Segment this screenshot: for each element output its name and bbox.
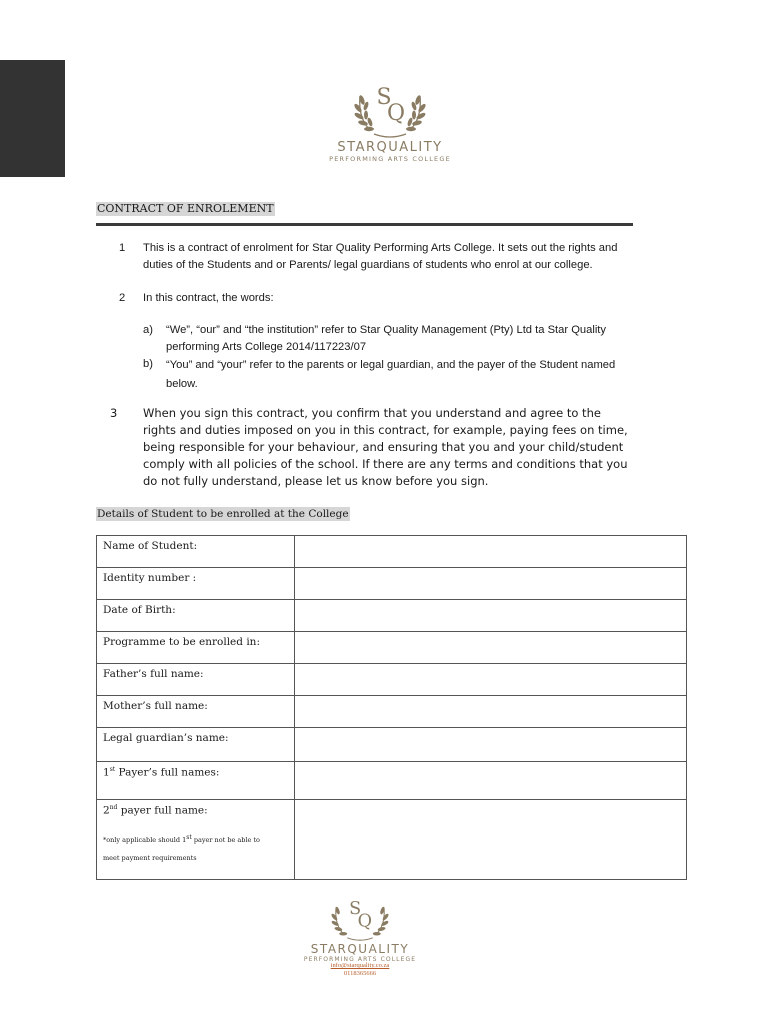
field-label: Name of Student: — [97, 536, 295, 568]
subclause-label: b) — [143, 358, 153, 370]
ordinal-number: 2 — [103, 804, 110, 817]
clause-text: In this contract, the words: — [143, 292, 274, 304]
subclause-text: “We”, “our” and “the institution” refer to Star Quality Management (Pty) Ltd ta Star Quality performing Arts College 2014/117223/07 — [166, 324, 607, 353]
label-text: payer full name: — [117, 804, 208, 817]
brand-subtitle: PERFORMING ARTS COLLEGE — [329, 155, 451, 163]
clause-text: When you sign this contract, you confirm that you understand and agree to the rights and duties imposed on you in this contract, for example, paying fees on time, being responsible for your behaviour, and ensuring that you and your child/student comply with all policies of the school. If there are any terms and conditions that you do not fully understand, please let us know before you sign. — [143, 406, 628, 488]
second-payer-label — [97, 800, 295, 880]
footer-contact — [285, 962, 435, 978]
first-payer-label — [97, 762, 295, 800]
email-link[interactable]: info@starquality.co.za — [330, 962, 390, 969]
label-text: Payer’s full names: — [115, 766, 220, 779]
table-row — [97, 536, 687, 568]
brand-subtitle: PERFORMING ARTS COLLEGE — [303, 956, 417, 963]
programme-field[interactable] — [295, 632, 687, 664]
field-label: Date of Birth: — [97, 600, 295, 632]
mother-name-field[interactable] — [295, 696, 687, 728]
note-text: payer not be able to — [191, 835, 260, 844]
note-sup: st — [186, 833, 192, 841]
clause-text: This is a contract of enrolment for Star Quality Performing Arts College. It sets out the rights and duties of the Students and or Parents/ legal guardians of students who enrol at our college. — [143, 242, 618, 271]
footer-logo — [295, 893, 425, 963]
side-tab — [0, 60, 65, 177]
brand-name: STARQUALITY — [310, 942, 410, 956]
student-details-table — [96, 535, 687, 880]
subclause-text: “You” and “your” refer to the parents or legal guardian, and the payer of the Student named below. — [166, 359, 616, 390]
field-label: Legal guardian’s name: — [97, 728, 295, 762]
table-row — [97, 696, 687, 728]
monogram-q: Q — [357, 911, 373, 932]
clause-number: 1 — [119, 242, 126, 254]
table-row — [97, 728, 687, 762]
table-row — [97, 600, 687, 632]
college-logo — [315, 78, 465, 163]
table-row — [97, 632, 687, 664]
note-text: meet payment requirements — [103, 853, 197, 862]
name-of-student-field[interactable] — [295, 536, 687, 568]
second-payer-note — [103, 829, 288, 867]
table-row — [97, 568, 687, 600]
contract-heading: CONTRACT OF ENROLEMENT — [97, 202, 274, 215]
field-label: Programme to be enrolled in: — [97, 632, 295, 664]
clause-number: 2 — [119, 292, 126, 304]
table-row — [97, 800, 687, 880]
table-row — [97, 762, 687, 800]
ordinal-number: 1 — [103, 766, 110, 779]
guardian-name-field[interactable] — [295, 728, 687, 762]
clause-number: 3 — [110, 406, 118, 420]
brand-name: STARQUALITY — [337, 140, 443, 155]
first-payer-field[interactable] — [295, 762, 687, 800]
field-label: Father’s full name: — [97, 664, 295, 696]
phone-number: 0118365666 — [343, 970, 377, 977]
field-label: Identity number : — [97, 568, 295, 600]
monogram-q: Q — [386, 101, 406, 126]
note-text: *only applicable should 1 — [103, 835, 187, 844]
field-label: Mother’s full name: — [97, 696, 295, 728]
ordinal-suffix: st — [109, 766, 116, 773]
father-name-field[interactable] — [295, 664, 687, 696]
subclause-label: a) — [143, 324, 153, 336]
second-payer-field[interactable] — [295, 800, 687, 880]
table-row — [97, 664, 687, 696]
heading-rule — [96, 223, 633, 226]
date-of-birth-field[interactable] — [295, 600, 687, 632]
details-heading: Details of Student to be enrolled at the College — [97, 508, 349, 520]
laurel-monogram-icon — [340, 78, 440, 138]
identity-number-field[interactable] — [295, 568, 687, 600]
monogram-s: S — [376, 85, 392, 110]
laurel-monogram-icon — [317, 893, 403, 941]
monogram-s: S — [349, 898, 362, 919]
ordinal-suffix: nd — [109, 804, 118, 811]
